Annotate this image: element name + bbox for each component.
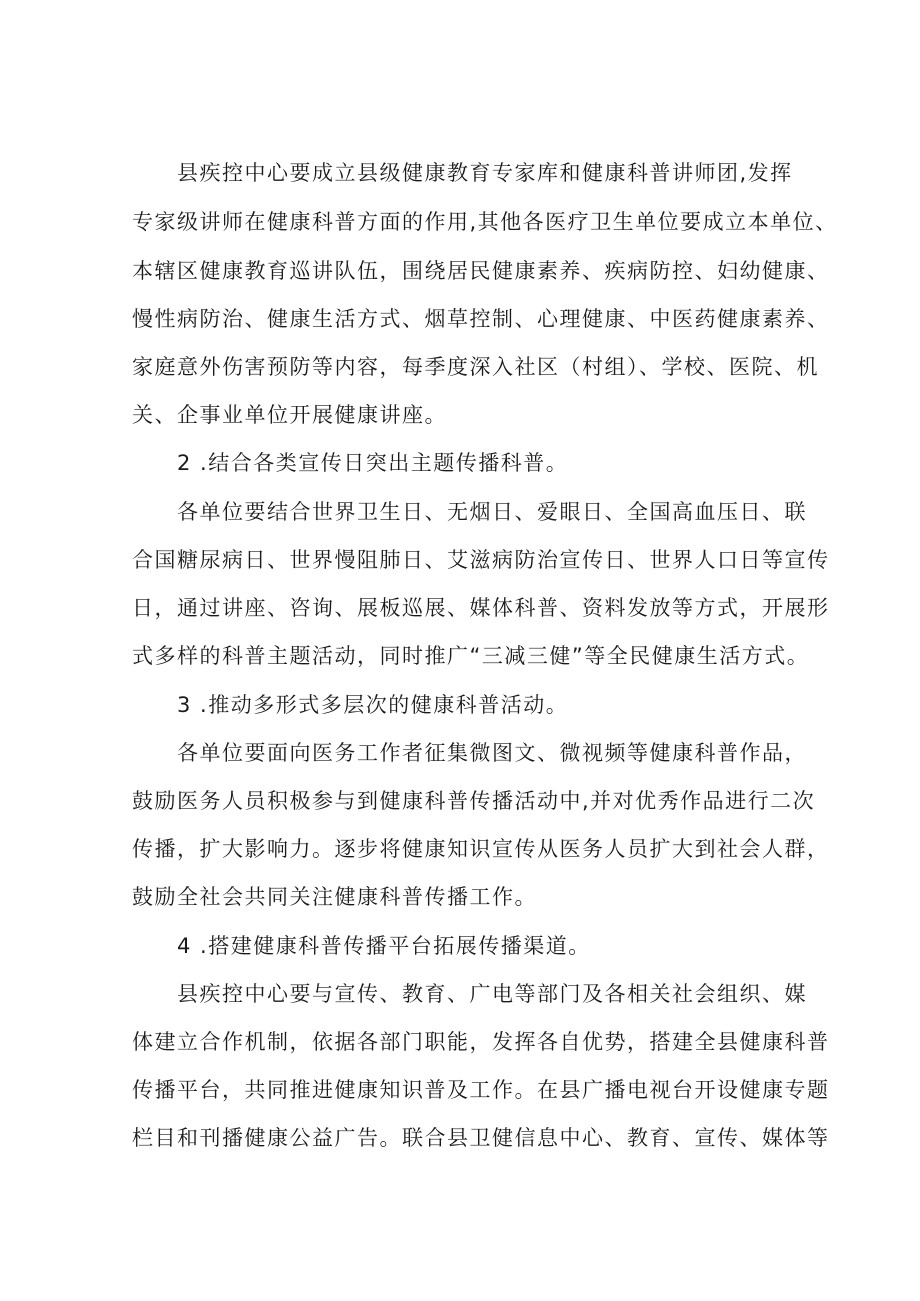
- text-line: 栏目和刊播健康公益广告。联合县卫健信息中心、教育、宣传、媒体等: [132, 1126, 830, 1150]
- text-line: 慢性病防治、健康生活方式、烟草控制、心理健康、中医药健康素养、: [132, 307, 830, 331]
- text-line: 鼓励医务人员积极参与到健康科普传播活动中,并对优秀作品进行二次: [132, 789, 816, 813]
- text-line: 各单位要结合世界卫生日、无烟日、爱眼日、全国高血压日、联: [177, 500, 807, 524]
- text-line: 传播，扩大影响力。逐步将健康知识宣传从医务人员扩大到社会人群，: [132, 837, 830, 861]
- text-line: 专家级讲师在健康科普方面的作用,其他各医疗卫生单位要成立本单位、: [132, 210, 838, 234]
- text-line: 各单位要面向医务工作者征集微图文、微视频等健康科普作品，: [177, 741, 807, 765]
- text-line: 县疾控中心要成立县级健康教育专家库和健康科普讲师团,发挥: [177, 161, 793, 185]
- section-heading: 4 .搭建健康科普传播平台拓展传播渠道。: [177, 934, 591, 958]
- text-line: 县疾控中心要与宣传、教育、广电等部门及各相关社会组织、媒: [177, 982, 807, 1006]
- section-heading: 2 .结合各类宣传日突出主题传播科普。: [177, 451, 569, 475]
- text-line: 合国糖尿病日、世界慢阻肺日、艾滋病防治宣传日、世界人口日等宣传: [132, 548, 830, 572]
- text-line: 本辖区健康教育巡讲队伍，围绕居民健康素养、疾病防控、妇幼健康、: [132, 259, 830, 283]
- text-line: 关、企事业单位开展健康讲座。: [132, 403, 447, 427]
- text-line: 日，通过讲座、咨询、展板巡展、媒体科普、资料发放等方式，开展形: [132, 596, 830, 620]
- text-line: 家庭意外伤害预防等内容，每季度深入社区（村组）、学校、医院、机: [132, 355, 819, 379]
- text-line: 鼓励全社会共同关注健康科普传播工作。: [132, 885, 537, 909]
- text-line: 式多样的科普主题活动，同时推广“三减三健”等全民健康生活方式。: [132, 644, 810, 668]
- text-line: 体建立合作机制，依据各部门职能，发挥各自优势，搭建全县健康科普: [132, 1030, 830, 1054]
- section-heading: 3 .推动多形式多层次的健康科普活动。: [177, 693, 569, 717]
- text-line: 传播平台，共同推进健康知识普及工作。在县广播电视台开设健康专题: [132, 1078, 830, 1102]
